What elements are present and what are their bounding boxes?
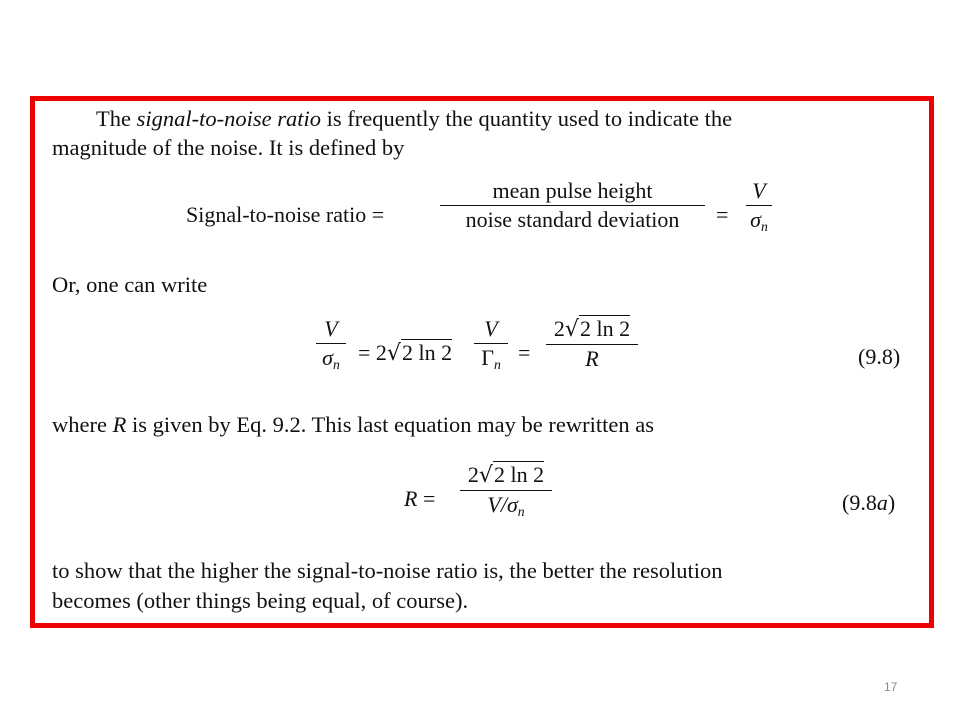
eq2-middle: = 2√2 ln 2	[358, 340, 453, 366]
eq2-fraction-2: V $\Gamma_n$	[474, 318, 508, 372]
eq1-fraction	[440, 180, 705, 231]
eq3-lhs: R =	[404, 486, 436, 511]
paragraph-1-line-1: The signal-to-noise ratio is frequently the quantity used to indicate the	[96, 106, 733, 131]
where-line: where R is given by Eq. 9.2. This last equation may be rewritten as	[52, 412, 654, 437]
page-number: 17	[884, 680, 898, 694]
paragraph-1-line-2: magnitude of the noise. It is defined by	[52, 135, 405, 160]
eq1-equals: =	[716, 202, 729, 227]
conclusion-line-1: to show that the higher the signal-to-noise ratio is, the better the resolution	[52, 558, 723, 583]
eq1-numerator: mean pulse height	[492, 178, 653, 203]
eq1-fraction-2: V $\sigma_n$	[746, 180, 772, 234]
eq2-equals: =	[518, 340, 531, 365]
fraction-bar	[440, 205, 705, 206]
eq1-lhs: Signal-to-noise ratio =	[186, 202, 385, 227]
eq2-fraction-1: V $\sigma_n$	[316, 318, 346, 372]
eq-number-9-8a: (9.8a)	[842, 490, 896, 515]
term-signal-to-noise: signal-to-noise ratio	[136, 106, 321, 131]
conclusion-line-2: becomes (other things being equal, of course).	[52, 588, 469, 613]
eq2-fraction-3: 2√2 ln 2 R	[546, 318, 638, 370]
eq3-fraction: 2√2 ln 2 $V/\sigma_n$	[460, 464, 552, 519]
eq1-denominator: noise standard deviation	[465, 207, 680, 232]
eq-number-9-8: (9.8)	[858, 344, 901, 369]
or-line: Or, one can write	[52, 272, 208, 297]
